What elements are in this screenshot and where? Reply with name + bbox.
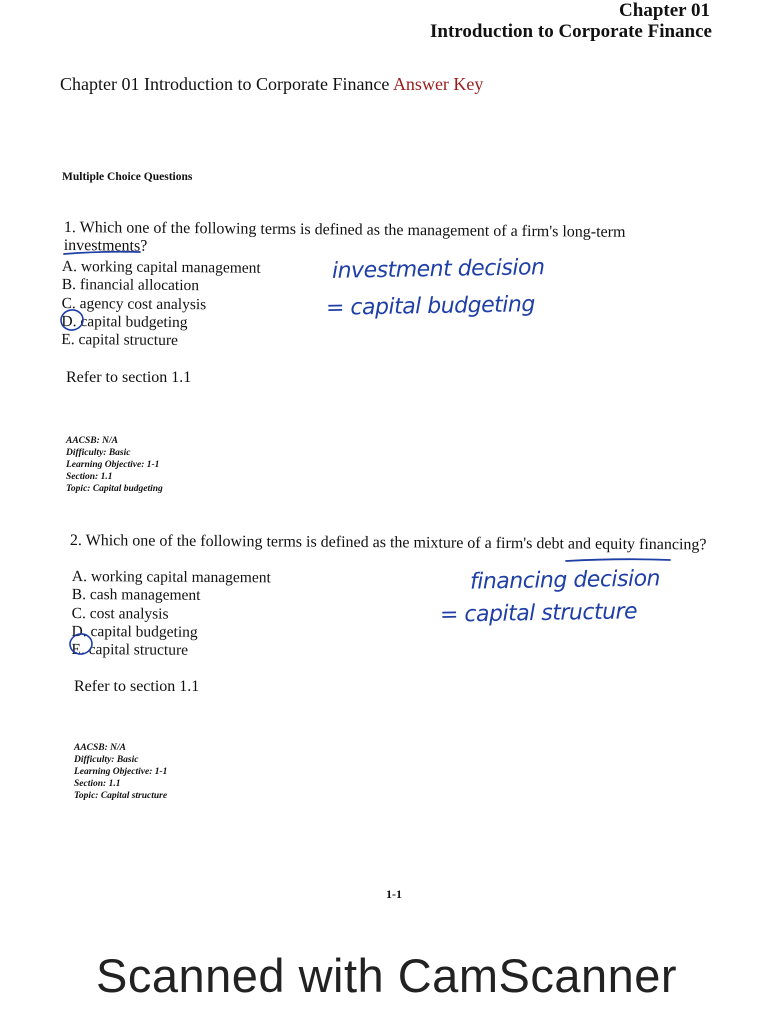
option-2d: D. capital budgeting (71, 622, 198, 641)
option-2b: B. cash management (71, 586, 201, 605)
handwriting-capital-structure: = capital structure (439, 599, 638, 628)
running-header-title: Introduction to Corporate Finance (430, 21, 712, 42)
meta-2-topic: Topic: Capital structure (74, 791, 168, 801)
handwriting-financing-decision: financing decision (469, 566, 661, 595)
running-header-chapter: Chapter 01 (619, 0, 710, 21)
meta-1-section: Section: 1.1 (66, 472, 113, 482)
question-2-options (71, 568, 270, 661)
question-1-stem: 1. Which one of the following terms is defined as the management of a firm's long-term investments? (63, 219, 626, 255)
document-title-accent: Answer Key (392, 74, 484, 94)
meta-2-objective: Learning Objective: 1-1 (74, 767, 168, 777)
section-heading: Multiple Choice Questions (62, 171, 193, 183)
question-2-reference: Refer to section 1.1 (74, 678, 200, 695)
option-2c: C. cost analysis (71, 604, 169, 623)
page-number: 1-1 (386, 887, 402, 901)
option-2e: E. capital structure (71, 641, 189, 659)
option-1a: A. working capital management (61, 258, 261, 277)
underline-debt-and-equity (566, 559, 670, 561)
document-title-main: Chapter 01 Introduction to Corporate Finance (60, 74, 390, 94)
option-2a: A. working capital management (71, 568, 271, 587)
document-title (60, 74, 483, 95)
handwriting-investment-decision: investment decision (331, 255, 545, 284)
question-1-options (61, 258, 261, 351)
question-2-metadata (74, 742, 167, 802)
option-1e: E. capital structure (61, 331, 178, 350)
option-1b: B. financial allocation (61, 276, 200, 295)
scanner-watermark: Scanned with CamScanner (96, 949, 678, 1002)
handwriting-capital-budgeting: = capital budgeting (325, 292, 536, 321)
question-1-reference: Refer to section 1.1 (66, 369, 192, 386)
option-1c: C. agency cost analysis (61, 294, 207, 313)
meta-2-aacsb: AACSB: N/A (74, 743, 127, 753)
question-2-stem: 2. Which one of the following terms is defined as the mixture of a firm's debt and equity financing? (69, 532, 707, 554)
meta-1-objective: Learning Objective: 1-1 (66, 460, 160, 470)
question-1-metadata (66, 435, 163, 495)
option-1d: D. capital budgeting (61, 312, 188, 331)
meta-1-topic: Topic: Capital budgeting (66, 484, 163, 494)
meta-1-aacsb: AACSB: N/A (66, 436, 119, 446)
meta-2-difficulty: Difficulty: Basic (74, 755, 139, 765)
meta-1-difficulty: Difficulty: Basic (66, 448, 131, 458)
meta-2-section: Section: 1.1 (74, 779, 121, 789)
